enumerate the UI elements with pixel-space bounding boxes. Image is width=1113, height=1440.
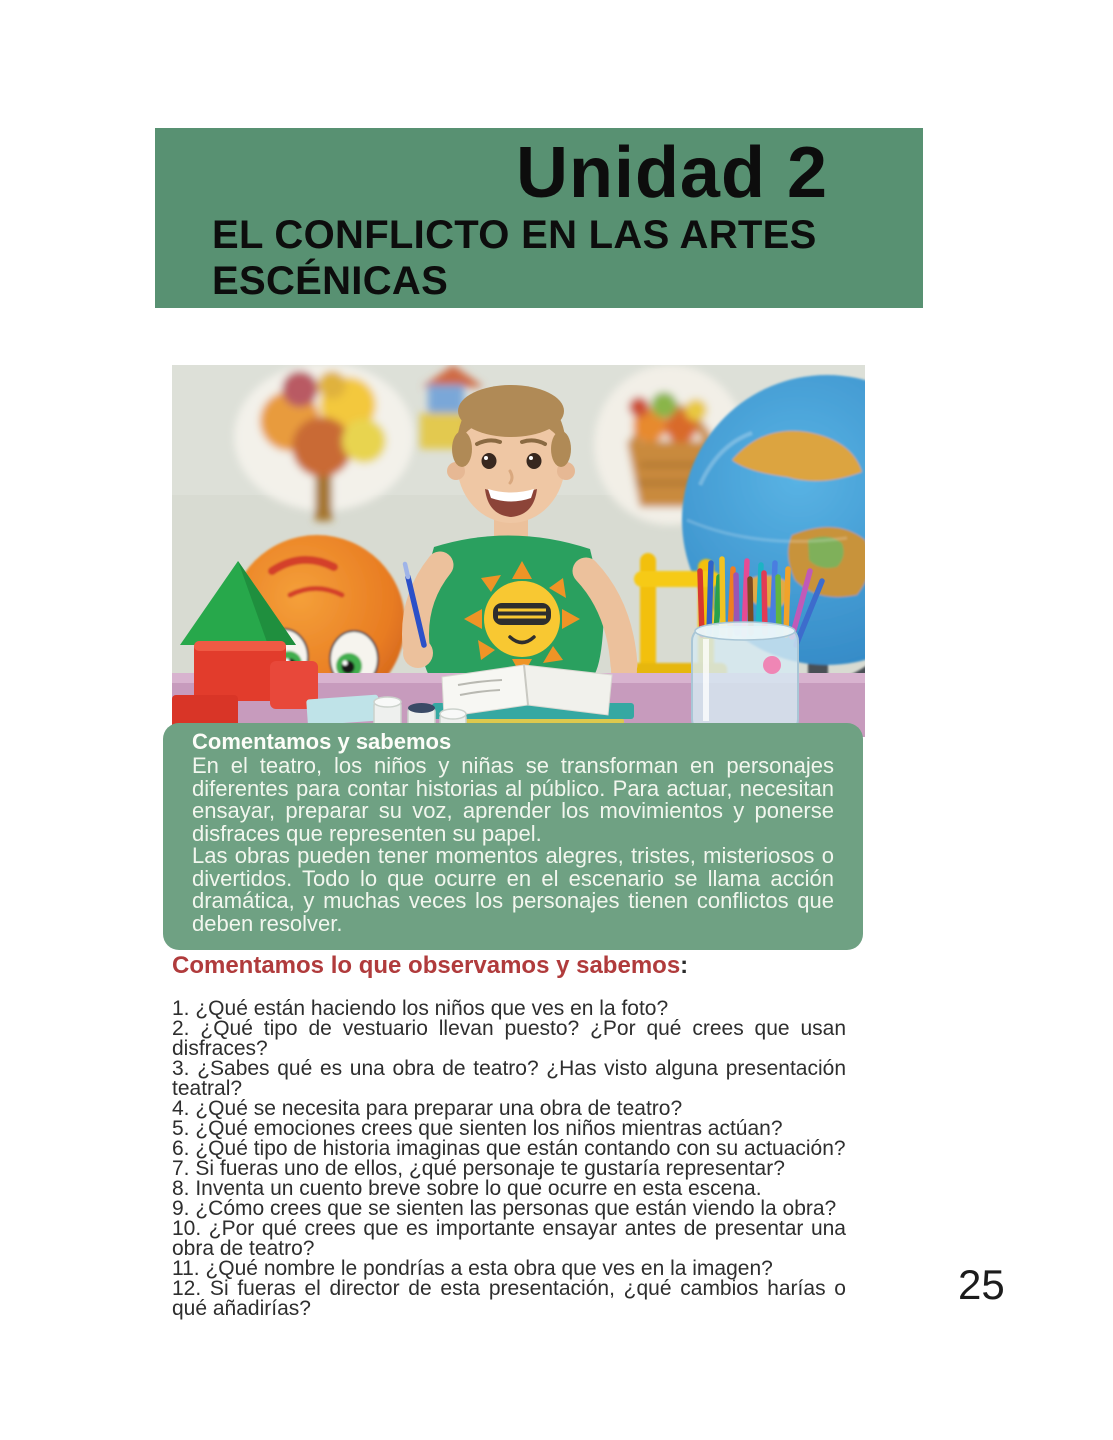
classroom-photo-art xyxy=(172,365,865,737)
questions-heading-text: Comentamos lo que observamos y sabemos xyxy=(172,952,681,979)
question-item: 1. ¿Qué están haciendo los niños que ves en la foto? xyxy=(172,997,669,1020)
page-number: 25 xyxy=(958,1261,1005,1308)
info-box xyxy=(163,723,863,950)
questions-heading-colon: : xyxy=(680,952,689,979)
question-item: 11. ¿Qué nombre le pondrías a esta obra que ves en la imagen? xyxy=(172,1257,773,1280)
unit-header xyxy=(155,128,923,308)
question-item: 3. ¿Sabes qué es una obra de teatro? ¿Has visto alguna presentación teatral? xyxy=(172,1057,846,1100)
unit-label: Unidad 2 xyxy=(515,133,828,213)
sun-tshirt-print xyxy=(464,561,580,677)
question-item: 8. Inventa un cuento breve sobre lo que ocurre en esta escena. xyxy=(172,1177,762,1200)
question-item: 2. ¿Qué tipo de vestuario llevan puesto? ¿Por qué crees que usan disfraces? xyxy=(172,1017,846,1060)
unit-title: EL CONFLICTO EN LAS ARTES ESCÉNICAS xyxy=(212,213,817,303)
question-item: 9. ¿Cómo crees que se sienten las personas que están viendo la obra? xyxy=(172,1197,837,1220)
paper-sheet xyxy=(306,695,380,726)
question-item: 4. ¿Qué se necesita para preparar una obra de teatro? xyxy=(172,1097,683,1120)
questions-heading xyxy=(172,952,688,980)
question-item: 7. Si fueras uno de ellos, ¿qué personaje te gustaría representar? xyxy=(172,1157,785,1180)
info-box-paragraph: Las obras pueden tener momentos alegres, tristes, misteriosos o divertidos. Todo lo que ocurre en el escenario se llama acción dramática, y muchas veces los personajes tienen conflictos que deben resolver. xyxy=(192,843,834,936)
info-box-title: Comentamos y sabemos xyxy=(192,729,452,754)
question-item: 5. ¿Qué emociones crees que sienten los niños mientras actúan? xyxy=(172,1117,783,1140)
question-item: 12. Si fueras el director de esta presentación, ¿qué cambios harías o qué añadirías? xyxy=(172,1277,846,1320)
question-item: 10. ¿Por qué crees que es importante ensayar antes de presentar una obra de teatro? xyxy=(172,1217,846,1260)
question-item: 6. ¿Qué tipo de historia imaginas que están contando con su actuación? xyxy=(172,1137,846,1160)
question-list xyxy=(172,999,846,1319)
info-box-paragraph: En el teatro, los niños y niñas se transforman en personajes diferentes para contar historias al público. Para actuar, necesitan ensayar, preparar su voz, aprender los movimientos y ponerse disfraces que representen su papel. xyxy=(192,753,834,846)
classroom-photo xyxy=(172,365,865,737)
